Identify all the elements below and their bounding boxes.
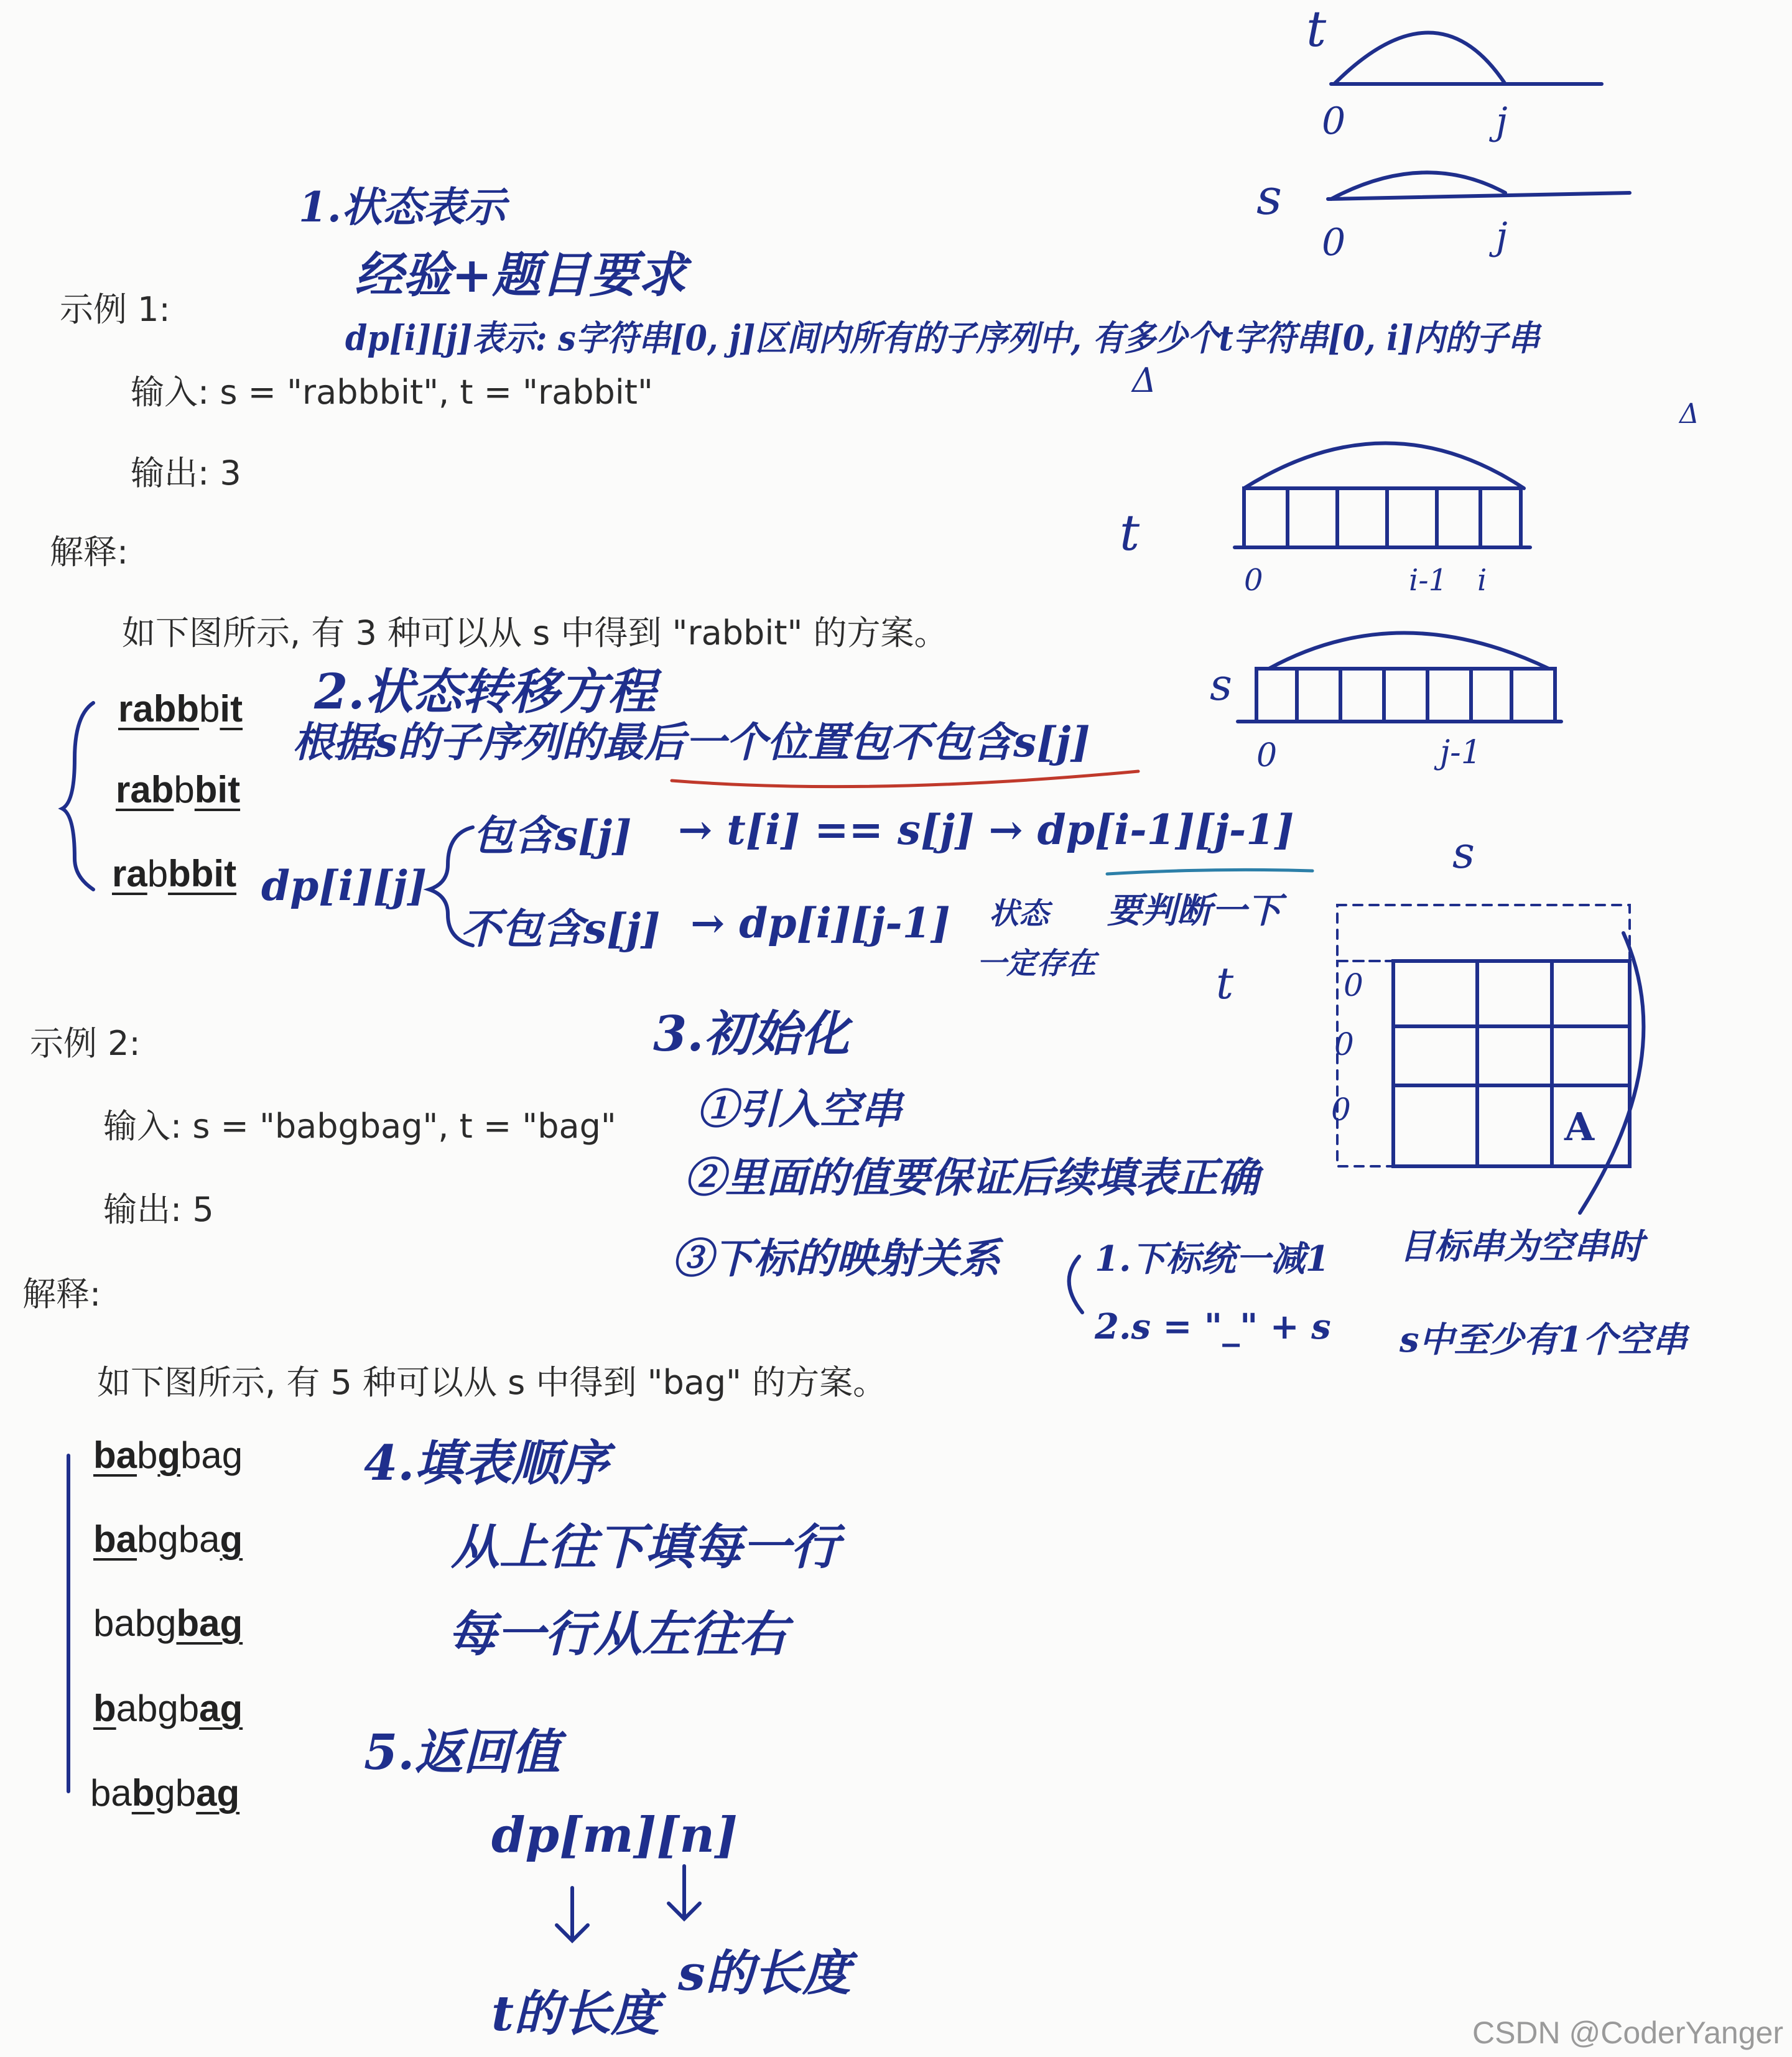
sketch-label-s-top: s [1256,168,1283,226]
note-empty-target: 目标串为空串时 [1400,1226,1643,1267]
case-exclude-result: → dp[i][j-1] [690,899,950,947]
example2-alignment-2: babgbag [93,1518,243,1560]
step5-t-length: t的长度 [491,1985,660,2042]
sketch-label-zero-top: 0 [1322,100,1346,143]
step1-subtitle: 经验+题目要求 [355,247,687,304]
sketch-label-j-top: j [1496,100,1508,143]
case-include: 包含s[j] [473,811,632,860]
step5-value: dp[m][n] [491,1807,738,1864]
sketch-label-grid-s: s [1452,827,1475,878]
step3-title: 3.初始化 [653,1006,850,1062]
sketch-label-zero-mid: 0 [1244,563,1263,598]
note-judge: 要判断一下 [1107,890,1281,931]
case-exclude: 不包含s[j] [460,904,661,953]
example1-heading: 示例 1: [60,290,170,329]
example2-explain-label: 解释: [22,1275,101,1314]
sketch-label-zero-s: 0 [1322,221,1346,264]
example2-explain-text: 如下图所示, 有 5 种可以从 s 中得到 "bag" 的方案。 [97,1363,887,1402]
sketch-label-t-mid: t [1120,504,1140,562]
step2-rule: 根据s的子序列的最后一个位置包不包含s[j] [292,718,1090,766]
example1-alignment-2: rabbbit [116,769,241,810]
sketch-label-i-minus-1: i-1 [1409,563,1448,598]
sketch-label-triangle-1: Δ [1132,361,1156,400]
sketch-label-s-mid: s [1210,659,1232,710]
note-empty-source: s中至少有1个空串 [1400,1319,1688,1360]
example1-explain-label: 解释: [50,532,129,572]
step4-line2: 每一行从左往右 [448,1606,788,1663]
step2-title: 2.状态转移方程 [314,664,656,720]
step4-line1: 从上往下填每一行 [451,1519,840,1576]
step3-map2: 2.s = "_" + s [1095,1306,1331,1347]
sketch-label-grid-A: A [1564,1104,1595,1149]
example1-output: 输出: 3 [131,453,241,493]
example2-heading: 示例 2: [30,1024,141,1063]
sketch-label-triangle-2: Δ [1679,398,1699,430]
example1-explain-text: 如下图所示, 有 3 种可以从 s 中得到 "rabbit" 的方案。 [122,613,948,652]
step3-item1: ①引入空串 [697,1085,902,1133]
sketch-label-grid-t: t [1216,958,1234,1009]
sketch-label-j-minus-1: j-1 [1440,734,1482,771]
example2-input: 输入: s = "babgbag", t = "bag" [103,1107,616,1146]
note-state: 状态 [989,896,1049,931]
step4-title: 4.填表顺序 [364,1435,609,1492]
case-include-condition: → t[i] == s[j] → dp[i-1][j-1] [678,806,1294,854]
sketch-label-j-s: j [1496,215,1508,258]
example1-alignment-1: rabbbit [118,688,243,730]
example2-alignment-3: babgbag [93,1602,243,1644]
watermark: CSDN @CoderYanger [1472,2015,1783,2050]
step3-item2: ②里面的值要保证后续填表正确 [684,1153,1259,1202]
step1-title: 1.状态表示 [299,183,506,231]
example2-output: 输出: 5 [103,1190,214,1229]
step1-definition: dp[i][j]表示: s字符串[0, j]区间内所有的子序列中, 有多少个t字符串[0, i]内的子串 [345,318,1540,359]
example2-alignment-5: babgbag [90,1772,240,1814]
dp-label: dp[i][j] [261,861,427,910]
example1-alignment-3: rabbbit [112,853,237,894]
example1-input: 输入: s = "rabbbit", t = "rabbit" [131,373,653,412]
note-exists: 一定存在 [977,946,1097,981]
example2-alignment-4: babgbag [93,1688,243,1729]
sketch-label-grid-zero-3: 0 [1331,1092,1351,1128]
step3-item3: ③下标的映射关系 [672,1234,1000,1283]
step5-title: 5.返回值 [364,1724,560,1781]
step3-map1: 1.下标统一减1 [1095,1238,1330,1279]
sketch-label-grid-zero-1: 0 [1344,967,1363,1003]
sketch-label-zero-s-mid: 0 [1256,737,1278,774]
sketch-label-t-top: t [1306,0,1327,58]
sketch-label-i: i [1477,563,1487,598]
step5-s-length: s的长度 [678,1945,851,2002]
example2-alignment-1: babgbag [93,1434,243,1476]
sketch-label-grid-zero-2: 0 [1334,1026,1354,1062]
